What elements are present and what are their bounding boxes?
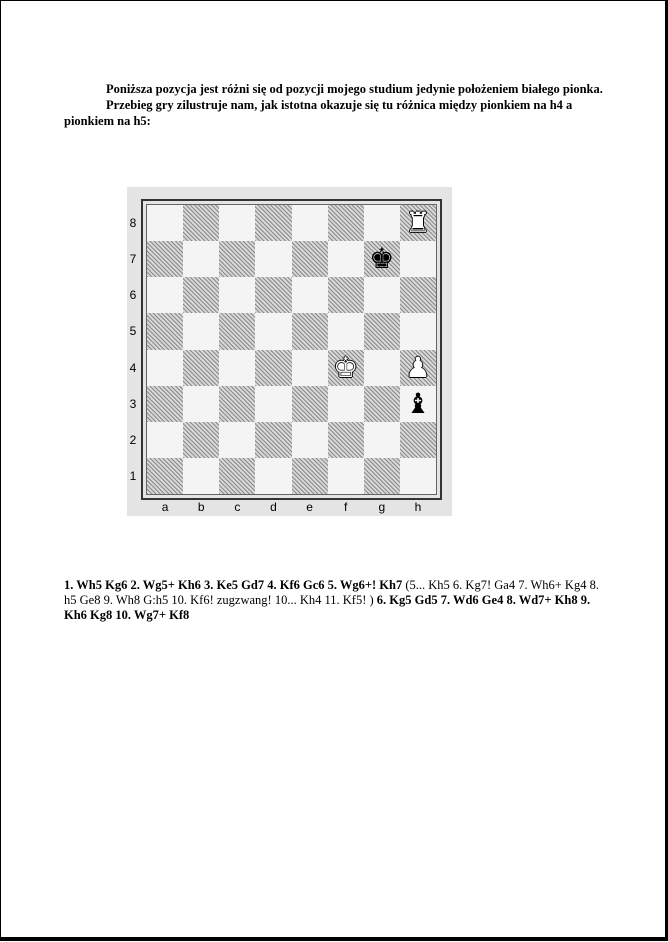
square-d7: [255, 241, 291, 277]
rank-label-5: 5: [129, 324, 137, 339]
square-b3: [183, 386, 219, 422]
square-b4: [183, 350, 219, 386]
file-label-b: b: [197, 500, 205, 514]
square-c7: [219, 241, 255, 277]
square-h3: [400, 386, 436, 422]
square-f5: [328, 313, 364, 349]
file-label-a: a: [161, 500, 169, 514]
square-e7: [292, 241, 328, 277]
square-d4: [255, 350, 291, 386]
square-e4: [292, 350, 328, 386]
square-a2: [147, 422, 183, 458]
file-label-e: e: [306, 500, 313, 514]
square-f6: [328, 277, 364, 313]
square-h1: [400, 458, 436, 494]
main-line-2: 6. Kg5 Gd5 7. Wd6 Ge4 8. Wd7+ Kh8 9. Kh6 Kg8 10. Wg7+ Kf8: [64, 593, 591, 622]
rank-label-1: 1: [129, 468, 137, 483]
square-h5: [400, 313, 436, 349]
square-h4: [400, 350, 436, 386]
square-e2: [292, 422, 328, 458]
white-pawn-icon: ♟: [405, 350, 431, 384]
square-a7: [147, 241, 183, 277]
square-g4: [364, 350, 400, 386]
square-c3: [219, 386, 255, 422]
square-b5: [183, 313, 219, 349]
square-a3: [147, 386, 183, 422]
square-d6: [255, 277, 291, 313]
square-b1: [183, 458, 219, 494]
square-c8: [219, 205, 255, 241]
rank-label-2: 2: [129, 432, 137, 447]
file-label-c: c: [234, 500, 241, 514]
file-label-f: f: [344, 500, 348, 514]
square-e6: [292, 277, 328, 313]
square-g6: [364, 277, 400, 313]
square-a6: [147, 277, 183, 313]
rank-label-7: 7: [129, 252, 137, 267]
square-e5: [292, 313, 328, 349]
square-h2: [400, 422, 436, 458]
rank-label-4: 4: [129, 360, 137, 375]
square-f3: [328, 386, 364, 422]
main-line-1: 1. Wh5 Kg6 2. Wg5+ Kh6 3. Ke5 Gd7 4. Kf6 Gc6 5. Wg6+! Kh7: [64, 578, 403, 592]
square-a1: [147, 458, 183, 494]
chess-board: [146, 204, 437, 495]
variation-line: (5... Kh5 6. Kg7! Ga4 7. Wh6+ Kg4 8. h5 Ge8 9. Wh8 G:h5 10. Kf6! zugzwang! 10... Kh4 11. Kf5! ): [64, 578, 599, 607]
board-frame: [141, 199, 442, 500]
square-a5: [147, 313, 183, 349]
intro-paragraph-1: Poniższa pozycja jest różni się od pozycji mojego studium jedynie położeniem białego pionka.: [106, 82, 603, 96]
move-notation: [64, 578, 609, 623]
square-h8: [400, 205, 436, 241]
square-d2: [255, 422, 291, 458]
square-b6: [183, 277, 219, 313]
intro-paragraph-2: Przebieg gry zilustruje nam, jak istotna okazuje się tu różnica między pionkiem na h4 a pionkiem na h5:: [64, 98, 573, 128]
square-g2: [364, 422, 400, 458]
square-c5: [219, 313, 255, 349]
square-a4: [147, 350, 183, 386]
square-f1: [328, 458, 364, 494]
square-g5: [364, 313, 400, 349]
square-e8: [292, 205, 328, 241]
square-g7: [364, 241, 400, 277]
square-d1: [255, 458, 291, 494]
square-b8: [183, 205, 219, 241]
square-c4: [219, 350, 255, 386]
square-e1: [292, 458, 328, 494]
white-king-icon: ♚: [333, 350, 359, 384]
square-b2: [183, 422, 219, 458]
black-king-icon: ♚: [369, 242, 395, 276]
square-c1: [219, 458, 255, 494]
file-label-g: g: [378, 500, 386, 514]
square-f8: [328, 205, 364, 241]
white-rook-icon: ♜: [405, 206, 431, 240]
square-f4: [328, 350, 364, 386]
square-h7: [400, 241, 436, 277]
rank-label-6: 6: [129, 288, 137, 303]
intro-text: [64, 81, 609, 129]
square-d3: [255, 386, 291, 422]
square-e3: [292, 386, 328, 422]
square-h6: [400, 277, 436, 313]
file-label-h: h: [414, 500, 422, 514]
square-b7: [183, 241, 219, 277]
file-label-d: d: [270, 500, 277, 514]
square-g8: [364, 205, 400, 241]
square-f2: [328, 422, 364, 458]
square-c2: [219, 422, 255, 458]
rank-label-8: 8: [129, 216, 137, 231]
square-a8: [147, 205, 183, 241]
black-bishop-icon: ♝: [405, 386, 431, 420]
square-f7: [328, 241, 364, 277]
rank-label-3: 3: [129, 396, 137, 411]
square-g3: [364, 386, 400, 422]
square-g1: [364, 458, 400, 494]
chess-diagram: [127, 187, 452, 516]
square-c6: [219, 277, 255, 313]
square-d8: [255, 205, 291, 241]
square-d5: [255, 313, 291, 349]
